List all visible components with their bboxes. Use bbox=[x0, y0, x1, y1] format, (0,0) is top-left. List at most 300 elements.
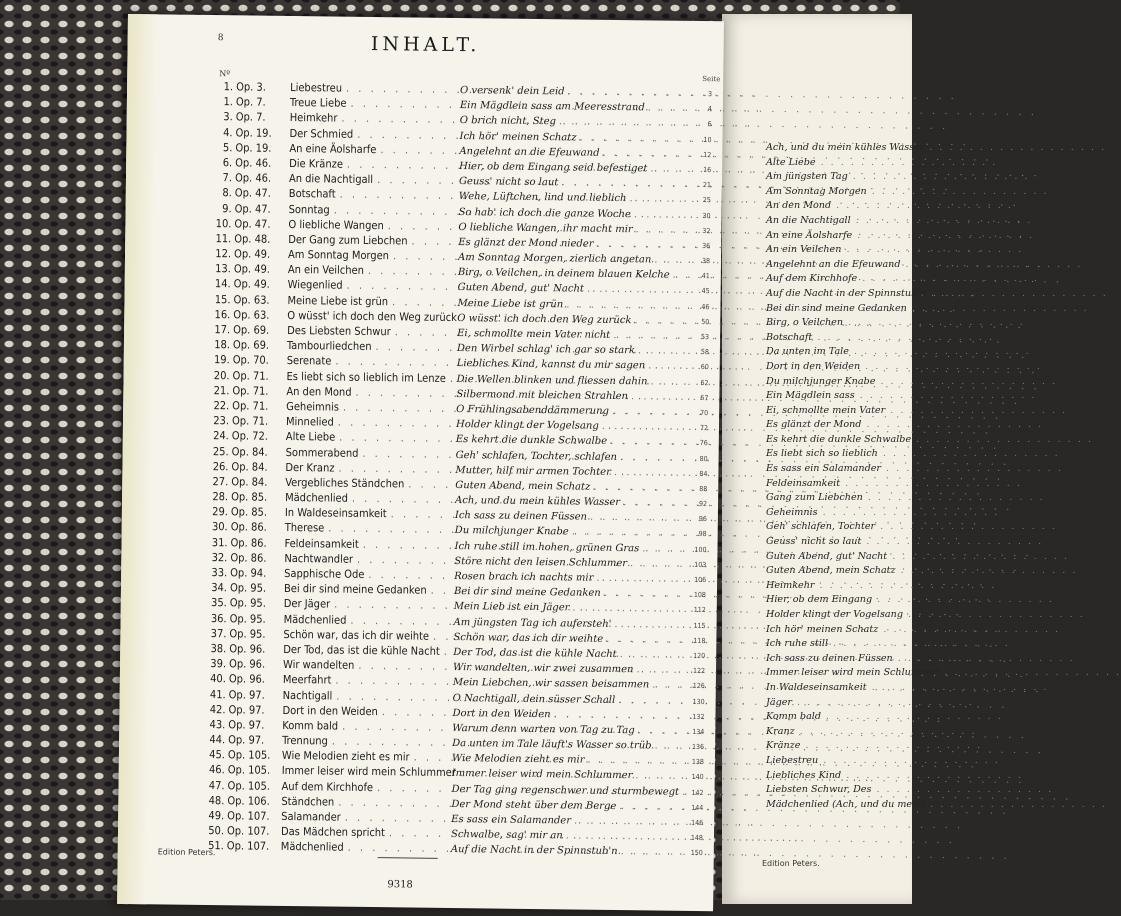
entry-number: 29. bbox=[212, 505, 229, 519]
song-title: Dort in den Weiden . . . bbox=[282, 704, 452, 719]
number-column-label: Nº bbox=[219, 69, 231, 79]
entry-number: 38. bbox=[210, 641, 227, 656]
list-item: Bei dir sind meine Gedanken . . . bbox=[766, 303, 916, 318]
list-item: Kränze . . . bbox=[766, 740, 916, 755]
list-item: Immer leiser wird mein Schlummer . . . bbox=[766, 667, 916, 682]
opus-number: Op. 71. bbox=[232, 399, 269, 413]
song-incipit: Meine Liebe ist grün . . . bbox=[457, 298, 685, 312]
opus-number: Op. 105. bbox=[227, 748, 271, 763]
opus-number: Op. 3. bbox=[236, 80, 266, 94]
list-item: Ei, schmollte mein Vater . . . bbox=[766, 405, 916, 420]
page-ref: 92 bbox=[698, 500, 708, 509]
song-title: Liebestreu . . . bbox=[290, 81, 460, 96]
song-title: Am Sonntag Morgen . . . bbox=[288, 248, 458, 263]
song-incipit: Den Wirbel schlag' ich gar so stark . . . bbox=[457, 343, 685, 357]
page-column-label: Seite bbox=[702, 75, 721, 84]
song-title: Nachtwandler . . . bbox=[284, 552, 454, 567]
song-title: Sapphische Ode . . . bbox=[284, 567, 454, 582]
list-item: Alte Liebe . . . bbox=[766, 157, 916, 172]
entry-number: 20. bbox=[213, 368, 230, 382]
song-title: An den Mond . . . bbox=[286, 385, 456, 400]
song-incipit: Da unten im Tale läuft's Wasser so trüb . . . bbox=[452, 738, 680, 752]
opus-number: Op. 85. bbox=[230, 505, 268, 519]
page-ref: 106 bbox=[694, 575, 707, 585]
list-item: Geh' schlafen, Tochter . . . bbox=[766, 521, 916, 536]
song-incipit: Liebliches Kind, kannst du mir sagen . . . bbox=[457, 358, 685, 372]
entry-number: 37. bbox=[210, 626, 227, 640]
list-item: An die Nachtigall . . . bbox=[766, 215, 916, 230]
song-title: Es liebt sich so lieblich im Lenze . . . bbox=[287, 370, 457, 385]
page-ref: 45 bbox=[701, 287, 710, 296]
entry-number: 6. bbox=[222, 156, 233, 170]
opus-number: Op. 71. bbox=[231, 414, 269, 428]
entry-number: 44. bbox=[209, 733, 226, 747]
entry-number: 14. bbox=[214, 277, 231, 291]
song-title: O wüsst' ich doch den Weg zurück . . . bbox=[287, 309, 457, 324]
opus-number: Op. 46. bbox=[235, 156, 272, 170]
opus-number: Op. 47. bbox=[234, 186, 271, 201]
list-item: Guten Abend, mein Schatz . . . bbox=[766, 565, 916, 580]
song-title: Die Kränze . . . bbox=[289, 157, 459, 172]
opus-number: Op. 7. bbox=[235, 110, 266, 125]
page-ref: 88 bbox=[699, 484, 708, 493]
opus-number: Op. 107. bbox=[226, 839, 270, 854]
left-page bbox=[117, 14, 724, 911]
opus-number: Op. 96. bbox=[229, 642, 266, 656]
list-item: Geuss' nicht so laut . . . bbox=[766, 536, 916, 551]
list-item: Ein Mägdlein sass . . . bbox=[766, 390, 916, 405]
page-ref: 72 bbox=[699, 424, 709, 433]
page-ref: 96 bbox=[698, 515, 707, 524]
opus-number: Op. 96. bbox=[228, 672, 266, 687]
song-incipit: Ein Mägdlein sass am Meeresstrand . . . bbox=[460, 100, 688, 114]
page-ref: 76 bbox=[699, 439, 708, 448]
page-ref: 130 bbox=[692, 697, 705, 706]
song-title: Der Gang zum Liebchen . . . bbox=[288, 233, 458, 248]
song-title: Geheimnis . . . bbox=[286, 400, 456, 415]
song-incipit: Störe nicht den leisen Schlummer . . . bbox=[454, 556, 682, 570]
song-incipit: Dort in den Weiden . . . bbox=[452, 708, 680, 722]
list-item: Holder klingt der Vogelsang . . . bbox=[766, 609, 916, 624]
song-incipit: Bei dir sind meine Gedanken . . . bbox=[454, 586, 682, 600]
opus-number: Op. 69. bbox=[232, 338, 270, 352]
song-incipit: Rosen brach ich nachts mir . . . bbox=[454, 571, 682, 585]
page-ref: 134 bbox=[692, 727, 705, 736]
contents-list bbox=[208, 80, 717, 861]
song-title: Schön war, das ich dir weihte . . . bbox=[283, 628, 453, 643]
page-ref: 136 bbox=[692, 743, 705, 752]
song-incipit: Mutter, hilf mir armen Tochter . . . bbox=[455, 465, 683, 479]
list-item: Ich sass zu deinen Füssen . . . bbox=[766, 653, 916, 668]
page-ref: 103 bbox=[694, 560, 707, 569]
list-item: Feldeinsamkeit . . . bbox=[766, 478, 916, 493]
song-title: Wiegenlied . . . bbox=[288, 278, 458, 293]
song-title: Auf dem Kirchhofe . . . bbox=[281, 780, 451, 795]
entry-number: 9. bbox=[222, 201, 232, 215]
page-ref: 122 bbox=[692, 667, 706, 676]
song-title: Minnelied . . . bbox=[286, 415, 456, 430]
list-item: Es kehrt die dunkle Schwalbe . . . bbox=[766, 434, 916, 449]
page-ref: 120 bbox=[693, 651, 706, 661]
entry-number: 50. bbox=[208, 824, 225, 838]
song-incipit: Guten Abend, gut' Nacht . . . bbox=[458, 282, 686, 296]
song-title: Der Jäger . . . bbox=[284, 597, 454, 612]
entry-number: 1. bbox=[223, 80, 234, 94]
page-ref: 115 bbox=[693, 621, 706, 630]
opus-number: Op. 84. bbox=[231, 459, 268, 474]
song-incipit: O Frühlingsabenddämmerung . . . bbox=[456, 404, 684, 418]
song-incipit: Warum denn warten von Tag zu Tag . . . bbox=[452, 723, 680, 737]
entry-number: 7. bbox=[222, 171, 233, 185]
song-title: Das Mädchen spricht . . . bbox=[281, 825, 451, 840]
entry-number: 34. bbox=[211, 581, 228, 595]
entry-number: 30. bbox=[211, 520, 228, 534]
opus-number: Op. 63. bbox=[233, 308, 270, 322]
list-item: Dort in den Weiden . . . bbox=[766, 361, 916, 376]
song-incipit: Der Tag ging regenschwer und sturmbewegt . . . bbox=[451, 784, 679, 798]
list-item: Angelehnt an die Efeuwand . . . bbox=[766, 259, 916, 274]
entry-number: 51. bbox=[208, 839, 224, 853]
page-ref: 10 bbox=[703, 135, 712, 144]
song-incipit: Mein Lieb ist ein Jäger . . . bbox=[454, 601, 682, 615]
list-item: Liebsten Schwur, Des . . . bbox=[766, 784, 916, 799]
opus-number: Op. 96. bbox=[228, 657, 266, 671]
song-title: Meerfahrt . . . bbox=[283, 673, 453, 688]
list-item: Hier, ob dem Eingang . . . bbox=[766, 594, 916, 609]
entry-number: 31. bbox=[211, 535, 228, 549]
song-title: An ein Veilchen . . . bbox=[288, 263, 458, 278]
opus-number: Op. 63. bbox=[233, 292, 270, 307]
song-title: Komm bald . . . bbox=[282, 719, 452, 734]
page-ref: 144 bbox=[691, 803, 704, 812]
entry-number: 24. bbox=[213, 429, 229, 443]
entry-number: 10. bbox=[215, 216, 232, 230]
page-ref: 80 bbox=[699, 454, 708, 463]
page-ref: 21 bbox=[702, 181, 712, 190]
opus-number: Op. 97. bbox=[228, 702, 265, 717]
song-title: Mädchenlied . . . bbox=[281, 840, 451, 855]
opus-number: Op. 71. bbox=[232, 368, 269, 383]
list-item: Komm bald . . . bbox=[766, 711, 916, 726]
entry-number: 43. bbox=[209, 717, 226, 732]
opus-number: Op. 49. bbox=[233, 247, 271, 261]
page-ref: 84 bbox=[699, 469, 708, 478]
entry-number: 19. bbox=[213, 353, 230, 367]
page-ref: 112 bbox=[693, 606, 706, 615]
song-title: Botschaft . . . bbox=[289, 187, 459, 202]
song-incipit: Guten Abend, mein Schatz . . . bbox=[455, 480, 683, 494]
song-incipit: Birg, o Veilchen, in deinem blauen Kelche . . . bbox=[458, 267, 686, 281]
page-ref: 118 bbox=[693, 636, 706, 645]
entry-number: 8. bbox=[222, 186, 232, 200]
page-ref: 36 bbox=[702, 241, 711, 251]
page-number: 8 bbox=[217, 33, 224, 44]
page-ref: 41 bbox=[701, 272, 710, 281]
edition-label: Edition Peters. bbox=[157, 847, 216, 858]
opus-number: Op. 70. bbox=[232, 353, 269, 368]
song-title: Serenate . . . bbox=[287, 354, 457, 369]
song-title: Bei dir sind meine Gedanken . . . bbox=[284, 582, 454, 597]
song-incipit: O brich nicht, Steg . . . bbox=[460, 115, 688, 129]
entry-number: 40. bbox=[210, 672, 226, 686]
song-title: Der Tod, das ist die kühle Nacht . . . bbox=[283, 643, 453, 658]
page-ref: 50 bbox=[701, 317, 710, 326]
song-title: An eine Äolsharfe . . . bbox=[289, 142, 459, 157]
page-ref: 62 bbox=[700, 378, 709, 387]
entry-number: 21. bbox=[213, 383, 230, 398]
entry-number: 23. bbox=[213, 414, 230, 428]
page-ref: 25 bbox=[702, 196, 711, 205]
song-incipit: Es glänzt der Mond nieder . . . bbox=[458, 237, 686, 251]
opus-number: Op. 107. bbox=[227, 809, 270, 823]
song-incipit: Immer leiser wird mein Schlummer . . . bbox=[452, 768, 680, 782]
list-item: Ich hör' meinen Schatz . . . bbox=[766, 624, 916, 639]
page-ref: 108 bbox=[693, 591, 706, 600]
opus-number: Op. 95. bbox=[229, 611, 266, 626]
opus-number: Op. 95. bbox=[229, 596, 266, 611]
entry-number: 25. bbox=[212, 444, 229, 458]
opus-number: Op. 95. bbox=[229, 627, 266, 641]
page-title: INHALT. bbox=[370, 32, 481, 57]
entry-number: 12. bbox=[215, 247, 232, 261]
song-incipit: Silbermond mit bleichen Strahlen . . . bbox=[456, 389, 684, 403]
list-item: Liebliches Kind . . . bbox=[766, 770, 916, 785]
entry-number: 39. bbox=[210, 657, 227, 671]
song-title: Nachtigall . . . bbox=[283, 688, 453, 703]
entry-number: 4. bbox=[223, 125, 233, 139]
entry-number: 17. bbox=[214, 323, 231, 337]
opus-number: Op. 84. bbox=[231, 475, 268, 489]
page-ref: 148 bbox=[690, 834, 704, 843]
page-ref: 132 bbox=[692, 712, 705, 721]
page-ref: 4 bbox=[707, 105, 712, 114]
right-edition-label: Edition Peters. bbox=[762, 859, 820, 868]
song-incipit: Es kehrt die dunkle Schwalbe . . . bbox=[456, 434, 684, 448]
list-item: Birg, o Veilchen . . . bbox=[766, 317, 916, 332]
page-ref: 3 bbox=[708, 90, 713, 99]
song-title: Tambourliedchen . . . bbox=[287, 339, 457, 354]
page-ref: 70 bbox=[700, 408, 709, 418]
song-incipit: O liebliche Wangen, ihr macht mir . . . bbox=[458, 222, 686, 236]
entry-number: 46. bbox=[208, 763, 225, 777]
song-title: Therese . . . bbox=[285, 521, 455, 536]
opus-number: Op. 47. bbox=[234, 217, 271, 231]
list-item: Geheimnis . . . bbox=[766, 507, 916, 522]
song-incipit: Auf die Nacht in der Spinnstub'n . . . bbox=[451, 844, 679, 858]
entry-number: 47. bbox=[208, 778, 225, 792]
list-item: Ach, und du mein kühles Wasser . . . bbox=[766, 142, 916, 157]
song-incipit: Wir wandelten, wir zwei zusammen . . . bbox=[453, 662, 681, 676]
page-ref: 12 bbox=[703, 150, 712, 159]
song-incipit: Hier, ob dem Eingang seid befestiget . . . bbox=[459, 161, 687, 175]
song-incipit: Ich sass zu deinen Füssen . . . bbox=[455, 510, 683, 524]
song-incipit: Wie Melodien zieht es mir . . . bbox=[452, 753, 680, 767]
entry-number: 13. bbox=[215, 262, 231, 276]
song-incipit: Der Tod, das ist die kühle Nacht . . . bbox=[453, 647, 681, 661]
opus-number: Op. 107. bbox=[226, 824, 270, 838]
entry-number: 5. bbox=[222, 140, 233, 155]
entry-number: 28. bbox=[212, 490, 229, 504]
song-incipit: Am Sonntag Morgen, zierlich angetan . . . bbox=[458, 252, 686, 266]
opus-number: Op. 94. bbox=[230, 566, 267, 580]
list-item: Auf dem Kirchhofe . . . bbox=[766, 273, 916, 288]
page-ref: 126 bbox=[692, 682, 705, 691]
list-item: Heimkehr . . . bbox=[766, 580, 916, 595]
page-ref: 60 bbox=[700, 363, 709, 372]
page-ref: 46 bbox=[701, 302, 710, 311]
song-incipit: Holder klingt der Vogelsang . . . bbox=[456, 419, 684, 433]
list-item: An eine Äolsharfe . . . bbox=[766, 230, 916, 245]
list-item: Mädchenlied (Ach, und du mein) . . . bbox=[766, 799, 916, 814]
list-item: Am Sonntag Morgen . . . bbox=[766, 186, 916, 201]
list-item: Botschaft . . . bbox=[766, 332, 916, 347]
opus-number: Op. 97. bbox=[228, 733, 265, 747]
opus-number: Op. 86. bbox=[230, 535, 267, 550]
song-incipit: Schwalbe, sag' mir an . . . bbox=[451, 829, 679, 843]
page-ref: 150 bbox=[690, 849, 703, 858]
opus-number: Op. 47. bbox=[234, 201, 271, 216]
entry-number: 16. bbox=[214, 307, 231, 322]
page-ref: 100 bbox=[694, 545, 707, 554]
song-title: Trennung . . . bbox=[282, 734, 452, 749]
page-ref: 58 bbox=[700, 348, 709, 357]
opus-number: Op. 19. bbox=[235, 141, 272, 155]
entry-number: 35. bbox=[210, 596, 227, 610]
song-incipit: Die Wellen blinken und fliessen dahin . . . bbox=[456, 374, 684, 388]
song-title: Der Schmied . . . bbox=[289, 127, 459, 142]
entry-number: 48. bbox=[208, 793, 225, 808]
song-incipit: Ach, und du mein kühles Wasser . . . bbox=[455, 495, 683, 509]
list-item: In Waldeseinsamkeit . . . bbox=[766, 682, 916, 697]
page-ref: 30 bbox=[702, 211, 711, 220]
opus-number: Op. 72. bbox=[231, 429, 269, 444]
page-ref: 16 bbox=[703, 165, 712, 175]
song-incipit: Schön war, das ich dir weihte . . . bbox=[453, 632, 681, 646]
opus-number: Op. 86. bbox=[230, 551, 267, 565]
list-item: Es sass ein Salamander . . . bbox=[766, 463, 916, 478]
opus-number: Op. 105. bbox=[227, 778, 271, 793]
entry-number: 15. bbox=[214, 292, 231, 306]
entry-number: 18. bbox=[214, 338, 231, 352]
opus-number: Op. 84. bbox=[231, 444, 268, 459]
song-title: Mädchenlied . . . bbox=[285, 491, 455, 506]
list-item: Liebestreu . . . bbox=[766, 755, 916, 770]
song-title: Meine Liebe ist grün . . . bbox=[287, 294, 457, 309]
list-item: Du milchjunger Knabe . . . bbox=[766, 376, 916, 391]
song-title: O liebliche Wangen . . . bbox=[288, 218, 458, 233]
entry-number: 33. bbox=[211, 566, 228, 580]
entry-number: 41. bbox=[209, 687, 226, 701]
song-title: Alte Liebe . . . bbox=[286, 430, 456, 445]
song-title: Der Kranz . . . bbox=[285, 461, 455, 476]
page-ref: 146 bbox=[691, 818, 704, 828]
song-incipit: Der Mond steht über dem Berge . . . bbox=[451, 799, 679, 813]
entry-number: 11. bbox=[215, 231, 232, 246]
opus-number: Op. 97. bbox=[228, 718, 265, 732]
song-incipit: Am jüngsten Tag ich aufersteh' . . . bbox=[454, 617, 682, 631]
entry-number: 26. bbox=[212, 459, 229, 473]
list-item: Auf die Nacht in der Spinnstub'n . . . bbox=[766, 288, 916, 303]
song-incipit: Ich hör' meinen Schatz . . . bbox=[459, 131, 687, 145]
entry-number: 22. bbox=[213, 399, 230, 413]
song-title: Vergebliches Ständchen . . . bbox=[285, 476, 455, 491]
opus-number: Op. 105. bbox=[227, 763, 271, 778]
song-incipit: Du milchjunger Knabe . . . bbox=[455, 525, 683, 539]
plate-number: 9318 bbox=[387, 879, 413, 891]
entry-number: 49. bbox=[208, 809, 225, 823]
song-title: Sommerabend . . . bbox=[286, 445, 456, 460]
list-item: Es liebt sich so lieblich . . . bbox=[766, 448, 916, 463]
list-item: Da unten im Tale . . . bbox=[766, 346, 916, 361]
entry-number: 42. bbox=[209, 702, 226, 716]
song-incipit: Angelehnt an die Efeuwand . . . bbox=[459, 146, 687, 160]
list-item: Gang zum Liebchen . . . bbox=[766, 492, 916, 507]
page-ref: 142 bbox=[691, 788, 704, 797]
song-title: Ständchen . . . bbox=[281, 795, 451, 810]
list-item: Ich ruhe still . . . bbox=[766, 638, 916, 653]
list-item: Jäger . . . bbox=[766, 697, 916, 712]
song-incipit: Ich ruhe still im hohen, grünen Gras . . . bbox=[454, 541, 682, 555]
song-title: Salamander . . . bbox=[281, 810, 451, 825]
page-ref: 98 bbox=[698, 530, 707, 539]
song-title: An die Nachtigall . . . bbox=[289, 172, 459, 187]
list-item: Es glänzt der Mond . . . bbox=[766, 419, 916, 434]
song-title: Feldeinsamkeit . . . bbox=[284, 537, 454, 552]
opus-number: Op. 106. bbox=[227, 794, 270, 808]
opus-number: Op. 19. bbox=[235, 125, 272, 140]
entry-number: 32. bbox=[211, 550, 228, 565]
page-ref: 138 bbox=[691, 758, 704, 767]
entry-number: 27. bbox=[212, 474, 229, 489]
entry-number: 36. bbox=[210, 611, 227, 625]
song-title: Heimkehr . . . bbox=[290, 111, 460, 126]
song-title: Wir wandelten . . . bbox=[283, 658, 453, 673]
song-incipit: Wehe, Lüftchen, lind und lieblich . . . bbox=[459, 191, 687, 205]
song-incipit: Geuss' nicht so laut . . . bbox=[459, 176, 687, 190]
page-ref: 6 bbox=[707, 120, 712, 129]
page-ref: 140 bbox=[691, 773, 704, 782]
song-title: Immer leiser wird mein Schlummer . . . bbox=[282, 764, 452, 779]
song-incipit: O Nachtigall, dein süsser Schall . . . bbox=[453, 693, 681, 707]
opus-number: Op. 49. bbox=[233, 262, 271, 277]
song-title: In Waldeseinsamkeit . . . bbox=[285, 506, 455, 521]
song-incipit: O versenk' dein Leid . . . bbox=[460, 85, 688, 99]
opus-number: Op. 95. bbox=[229, 581, 267, 595]
song-title: Mädchenlied . . . bbox=[284, 613, 454, 628]
list-item: Am jüngsten Tag . . . bbox=[766, 171, 916, 186]
song-title: Des Liebsten Schwur . . . bbox=[287, 324, 457, 339]
opus-number: Op. 48. bbox=[234, 232, 271, 246]
opus-number: Op. 85. bbox=[231, 490, 268, 504]
page-ref: 38 bbox=[701, 257, 711, 266]
song-title: Wie Melodien zieht es mir . . . bbox=[282, 749, 452, 764]
entry-number: 45. bbox=[209, 748, 226, 762]
page-ref: 32 bbox=[702, 226, 711, 235]
song-incipit: Ei, schmollte mein Vater nicht . . . bbox=[457, 328, 685, 342]
song-incipit: So hab' ich doch die ganze Woche . . . bbox=[459, 207, 687, 221]
list-item: An ein Veilchen . . . bbox=[766, 244, 916, 259]
opus-number: Op. 69. bbox=[233, 323, 270, 337]
ornament-rule bbox=[378, 857, 438, 859]
song-title: Sonntag . . . bbox=[289, 202, 459, 217]
song-incipit: Es sass ein Salamander . . . bbox=[451, 814, 679, 828]
entry-number: 3. bbox=[223, 110, 233, 124]
opus-number: Op. 49. bbox=[233, 277, 270, 292]
song-incipit: Geh' schlafen, Tochter, schlafen . . . bbox=[456, 450, 684, 464]
page-ref: 53 bbox=[701, 333, 710, 342]
song-incipit: Mein Liebchen, wir sassen beisammen . . . bbox=[453, 677, 681, 691]
list-item: Kranz . . . bbox=[766, 726, 916, 741]
